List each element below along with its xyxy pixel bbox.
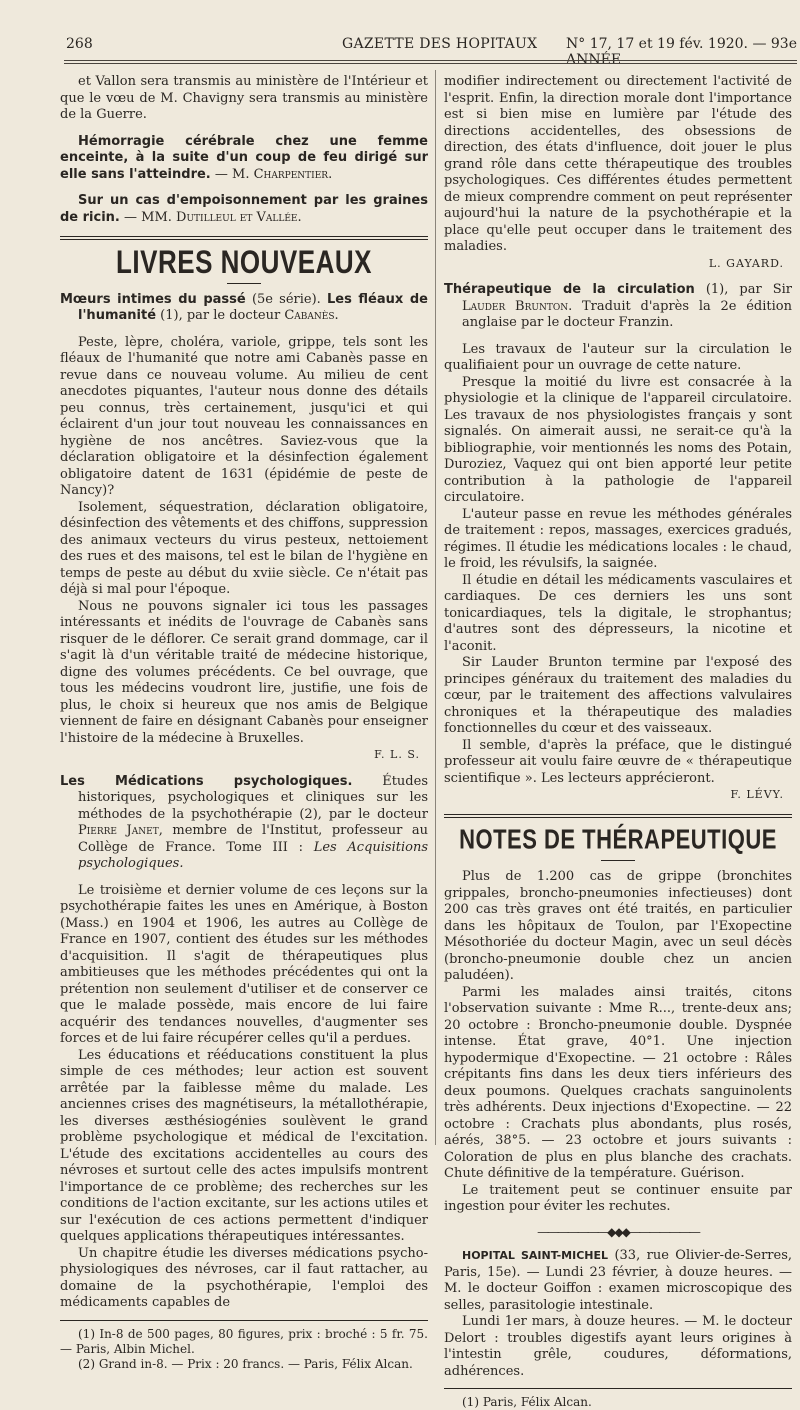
- section-rule: [444, 814, 792, 818]
- review-paragraph: Les éducations et rééducations constituent la plus simple de ces méthodes; leur action est souvent arrêtée par la faiblesse même du malade. Les anciennes crises des magnétiseurs, la métallothérapie, les diverses æsthésiogénies soulèvent le grand problème psychologique et médical de l'excitation. L'étude des excitations accidentelles au cours des névroses et surtout celle des actes impulsifs montrent l'importance de ce problème; des recherches sur les conditions de l'action excitante, sur les actions utiles et sur l'exécution de ces actions permettent d'indiquer quelques applications thérapeutiques intéressantes.: [60, 1047, 428, 1244]
- notes-paragraph: Le traitement peut se continuer ensuite par ingestion pour éviter les rechutes.: [444, 1182, 792, 1214]
- review-paragraph: Isolement, séquestration, déclaration obligatoire, désinfection des vêtements et des chiffons, suppression des animaux vecteurs du virus pesteux, nettoiement des rues et des maisons, tel est le bilan de l'hygiène en temps de peste au début du xviie siècle. Ce n'était pas déjà si mal pour l'époque.: [60, 499, 428, 597]
- communication-title: Hémorragie cérébrale chez une femme enceinte, à la suite d'un coup de feu dirigé sur elle sans l'atteindre.: [60, 133, 428, 182]
- column-divider: [435, 70, 436, 1145]
- review-paragraph: Nous ne pouvons signaler ici tous les passages intéressants et inédits de l'ouvrage de Cabanès sans risquer de le déflorer. Ce serait grand dommage, car il s'agit là d'un véritable traité de médecine historique, digne des volumes précédents. Ce bel ouvrage, que tous les médecins voudront lire, justifie, une fois de plus, le choix si heureux que nos amis de Belgique viennent de faire en désignant Cabanès pour enseigner l'histoire de la médecine à Bruxelles.: [60, 598, 428, 746]
- review-paragraph: Sir Lauder Brunton termine par l'exposé des principes généraux du traitement des maladies du cœur, par le traitement des affections valvulaires chroniques et la thérapeutique des maladies fonctionnelles du cœur et des vaisseaux.: [444, 655, 792, 736]
- review-signature: F. L. S.: [374, 748, 420, 761]
- section-rule: [60, 236, 428, 240]
- header-rule: [64, 63, 797, 64]
- footnote: (1) Paris, Félix Alcan.: [462, 1395, 592, 1409]
- right-column: [444, 74, 792, 1410]
- short-rule: [601, 860, 635, 861]
- review-signature: L. GAYARD.: [708, 256, 784, 270]
- review-paragraph: modifier indirectement ou directement l'activité de l'esprit. Enfin, la direction morale dont l'importance est si bien mise en lumière par l'étude des directions accidentelles, des obsessions de direction, des états d'influence, doit jouer le plus grand rôle dans cette thérapeutique des troubles psychologiques. Ces différentes études permettent de mieux comprendre comment on peut représenter aujourd'hui la nature de la psychothérapie et la place qu'elle peut occuper dans le traitement des maladies.: [444, 74, 792, 254]
- book-entry-title: Thérapeutique de la circulation (1), par Sir Lauder Brunton. Traduit d'après la 2e édition anglaise par le docteur Franzin.: [444, 282, 792, 330]
- issue-date: N° 17, 17 et 19 fév. 1920. — 93e ANNÉE: [566, 36, 797, 68]
- review-paragraph: Presque la moitié du livre est consacrée à la physiologie et la clinique de l'appareil circulatoire. Les travaux de nos physiologistes français y sont signalés. On aimerait aussi, ne serait-ce qu'à la bibliographie, voir mentionnés les noms des Potain, Duroziez, Vaquez qui ont bien apporté leur petite contribution à la pathologie de l'appareil circulatoire.: [444, 374, 792, 505]
- review-signature: F. LÉVY.: [730, 788, 784, 801]
- communication-2: Sur un cas d'empoisonnement par les graines de ricin. — MM. Dutilleul et Vallée.: [60, 193, 428, 225]
- footnote: (1) In-8 de 500 pages, 80 figures, prix : broché : 5 fr. 75. — Paris, Albin Michel.: [60, 1326, 428, 1356]
- journal-title: GAZETTE DES HOPITAUX: [342, 36, 538, 52]
- review-paragraph: L'auteur passe en revue les méthodes générales de traitement : repos, massages, exercices gradués, régimes. Il étudie les médications locales : le chaud, le froid, les révulsifs, la saignée.: [444, 506, 792, 571]
- review-paragraph: Le troisième et dernier volume de ces leçons sur la psychothérapie faites les unes en Amérique, à Boston (Mass.) en 1904 et 1906, les autres au Collège de France en 1907, contient des études sur les méthodes d'acquisition. Il s'agit de thérapeutiques plus ambitieuses que les méthodes précédentes qui ont la prétention non seulement d'utiliser et de conserver ce que le malade possède, mais encore de lui faire acquérir des tendances nouvelles, d'augmenter ses forces et de lui faire récupérer celles qu'il a perdues.: [60, 882, 428, 1046]
- communication-author: MM. Dutilleul et Vallée.: [141, 209, 302, 225]
- footnote: (2) Grand in-8. — Prix : 20 francs. — Paris, Félix Alcan.: [78, 1356, 413, 1371]
- header-rule: [64, 60, 797, 61]
- notes-paragraph: Parmi les malades ainsi traités, citons l'observation suivante : Mme R..., trente-deux ans; 20 octobre : Broncho-pneumonie double. Dyspnée intense. État grave, 40°1. Une injection hypodermique d'Exopectine. — 21 octobre : Râles crépitants fins dans les deux tiers inférieurs des deux poumons. Quelques crachats sanguinolents très adhérents. Deux injections d'Exopectine. — 22 octobre : Crachats plus abondants, plus rosés, aérés, 38°5. — 23 octobre et jours suivants : Coloration de plus en plus blanche des crachats. Chute définitive de la température. Guérison.: [444, 984, 792, 1181]
- intro-text: et Vallon sera transmis au ministère de l'Intérieur et que le vœu de M. Chavigny sera transmis au ministère de la Guerre.: [60, 74, 428, 122]
- hospital-notice: Lundi 1er mars, à douze heures. — M. le docteur Delort : troubles digestifs ayant leurs origines à l'intestin grêle, coudures, déformations, adhérences.: [444, 1314, 792, 1379]
- section-title: LIVRES NOUVEAUX: [116, 243, 372, 281]
- communication-1: Hémorragie cérébrale chez une femme enceinte, à la suite d'un coup de feu dirigé sur elle sans l'atteindre. — M. Charpentier.: [60, 133, 428, 182]
- left-column: [60, 74, 428, 1372]
- section-title: NOTES DE THÉRAPEUTIQUE: [459, 823, 777, 855]
- page-number: 268: [66, 36, 93, 52]
- short-rule: [227, 283, 261, 284]
- communication-author: M. Charpentier.: [232, 166, 333, 182]
- book-entry-title: Les Médications psychologiques. Études historiques, psychologiques et cliniques sur les méthodes de la psychothérapie (2), par le docteur Pierre Janet, membre de l'Institut, professeur au Collège de France. Tome III : Les Acquisitions psychologiques.: [60, 773, 429, 871]
- hospital-notice: HOPITAL SAINT-MICHEL (33, rue Olivier-de-Serres, Paris, 15e). — Lundi 23 février, à douze heures. — M. le docteur Goiffon : examen microscopique des selles, parasitologie intestinale.: [444, 1248, 793, 1313]
- review-paragraph: Les travaux de l'auteur sur la circulation le qualifiaient pour un ouvrage de cette nature.: [444, 341, 792, 373]
- review-paragraph: Il étudie en détail les médicaments vasculaires et cardiaques. De ces derniers les uns sont tonicardiaques, tels la digitale, le strophantus; d'autres sont des dépresseurs, la nicotine et l'aconit.: [444, 572, 792, 654]
- running-header: [0, 30, 800, 68]
- review-paragraph: Un chapitre étudie les diverses médications psycho-physiologiques des névroses, car il faut rattacher, au domaine de la psychothérapie, l'emploi des médicaments capables de: [60, 1245, 428, 1310]
- ornament-divider: ———————◆◆◆———————: [537, 1224, 699, 1239]
- notes-paragraph: Plus de 1.200 cas de grippe (bronchites grippales, broncho-pneumonies infectieuses) dont 200 cas très graves ont été traités, en particulier dans les hôpitaux de Toulon, par l'Exopectine Mésothoriée du docteur Magin, avec un seul décès (broncho-pneumonie double chez un ancien paludéen).: [444, 869, 792, 983]
- footnote-rule: [444, 1388, 792, 1389]
- review-paragraph: Il semble, d'après la préface, que le distingué professeur ait voulu faire œuvre de « thérapeutique scientifique ». Les lecteurs apprécieront.: [444, 737, 792, 786]
- review-paragraph: Peste, lèpre, choléra, variole, grippe, tels sont les fléaux de l'humanité que notre ami Cabanès passe en revue dans ce nouveau volume. Au milieu de cent anecdotes piquantes, l'auteur nous donne des détails peu connus, très certainement, jusqu'ici et qui éclairent d'un jour tout nouveau les connaissances en hygiène de nos ancêtres. Saviez-vous que la déclaration obligatoire et la désinfection également obligatoire datent de 1631 (épidémie de peste de Nancy)?: [60, 334, 428, 498]
- footnote-rule: [60, 1320, 428, 1321]
- book-entry-title: Mœurs intimes du passé (5e série). Les fléaux de l'humanité (1), par le docteur Cabanès.: [60, 291, 428, 323]
- communication-title: Sur un cas d'empoisonnement par les graines de ricin.: [60, 193, 428, 225]
